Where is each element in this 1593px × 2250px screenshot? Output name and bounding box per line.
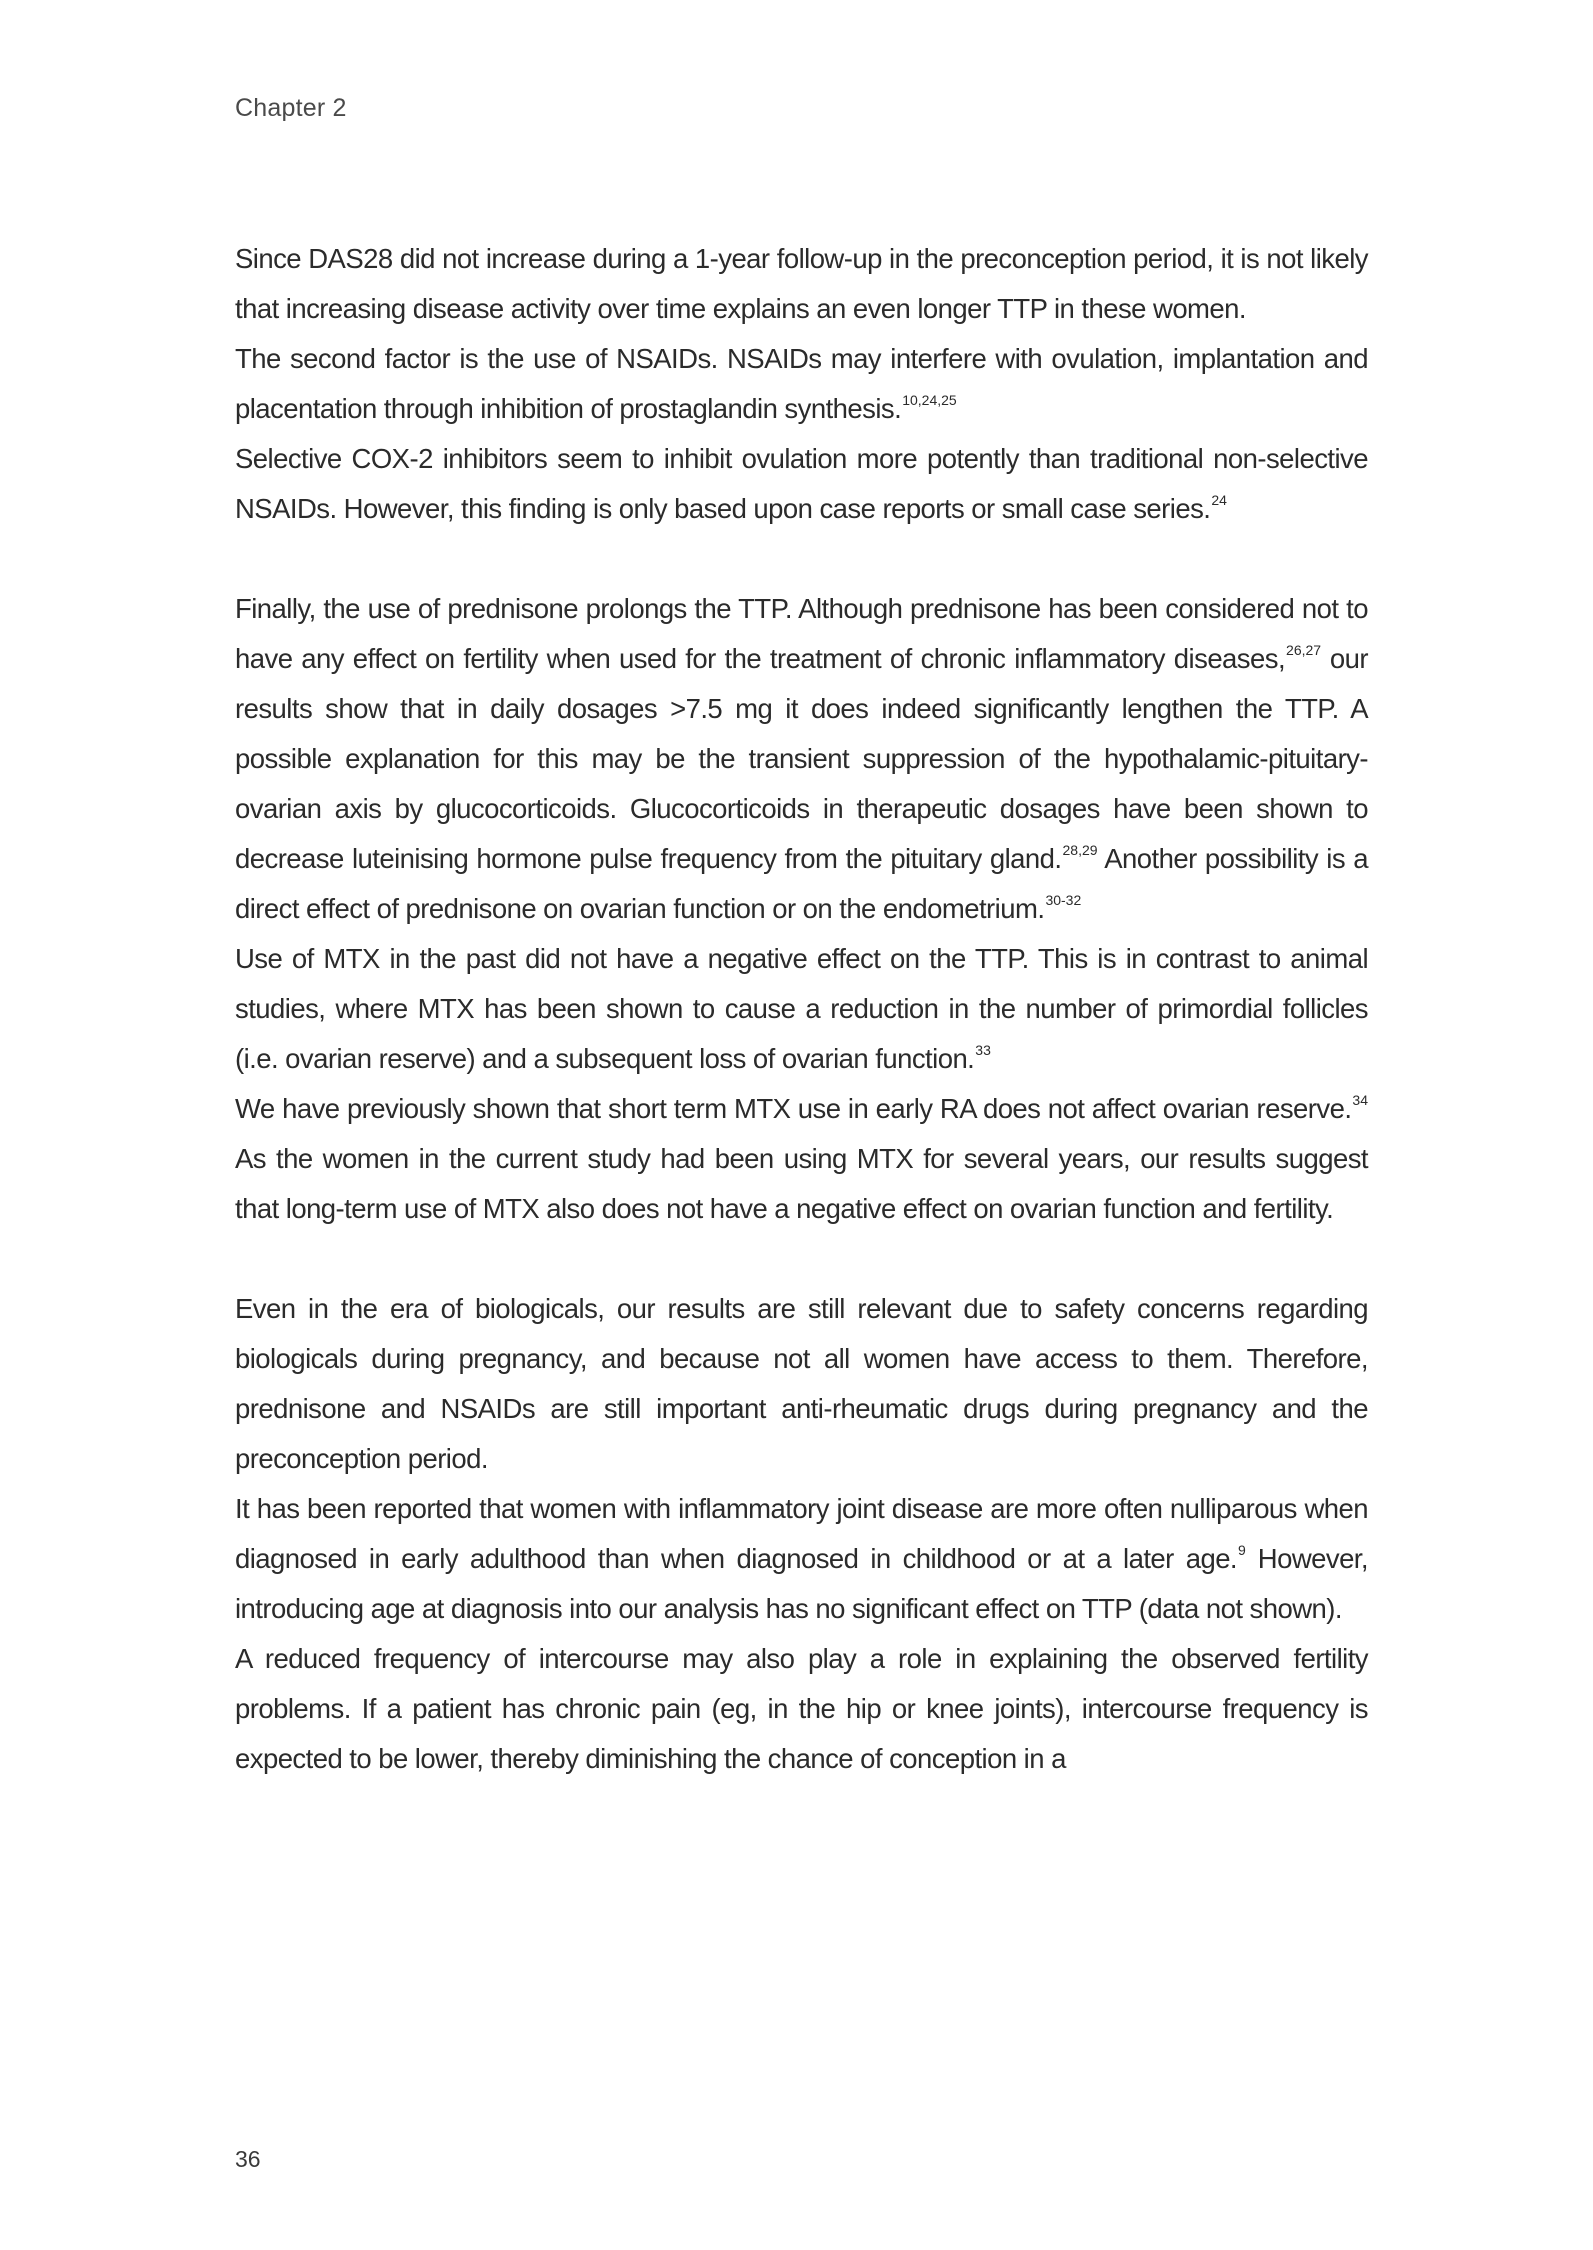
text-segment: However, introducing age at diagnosis into our analysis has no significant effect on TTP (data not shown). <box>235 1543 1368 1624</box>
paragraph-biologicals <box>235 1284 1368 1484</box>
paragraph-intercourse <box>235 1634 1368 1784</box>
citation: 30-32 <box>1045 892 1082 908</box>
paragraph-nsaids <box>235 334 1368 534</box>
paragraph-spacer <box>235 1234 1368 1284</box>
paragraph-prednisone <box>235 584 1368 934</box>
text-segment: our results show that in daily dosages >7.5 mg it does indeed significantly lengthen the TTP. A possible explanation for this may be the transient suppression of the hypothalamic-pituitary-ovarian axis by glucocorticoids. Glucocorticoids in therapeutic dosages have been shown to decrease luteinising hormone pulse frequency from the pituitary gland. <box>235 643 1369 874</box>
text-segment: Since DAS28 did not increase during a 1-year follow-up in the preconception period, it is not likely that increasing disease activity over time explains an even longer TTP in these women. <box>235 243 1368 324</box>
paragraph-mtx <box>235 934 1368 1234</box>
text-segment: As the women in the current study had been using MTX for several years, our results suggest that long-term use of MTX also does not have a negative effect on ovarian function and fertility. <box>235 1143 1368 1224</box>
text-segment: A reduced frequency of intercourse may also play a role in explaining the observed fertility problems. If a patient has chronic pain (eg, in the hip or knee joints), intercourse frequency is expected to be lower, thereby diminishing the chance of conception in a <box>235 1643 1368 1774</box>
text-segment: It has been reported that women with inflammatory joint disease are more often nulliparous when diagnosed in early adulthood than when diagnosed in childhood or at a later age. <box>235 1493 1368 1574</box>
text-segment: Finally, the use of prednisone prolongs the TTP. Although prednisone has been considered not to have any effect on fertility when used for the treatment of chronic inflammatory diseases, <box>235 593 1368 674</box>
text-segment: The second factor is the use of NSAIDs. NSAIDs may interfere with ovulation, implantation and placentation through inhibition of prostaglandin synthesis. <box>235 343 1368 424</box>
citation: 28,29 <box>1062 842 1098 858</box>
citation: 34 <box>1352 1092 1368 1108</box>
text-segment: We have previously shown that short term MTX use in early RA does not affect ovarian reserve. <box>235 1093 1352 1124</box>
body-text <box>235 234 1368 1784</box>
text-segment: Selective COX-2 inhibitors seem to inhibit ovulation more potently than traditional non-selective NSAIDs. However, this finding is only based upon case reports or small case series. <box>235 443 1368 524</box>
text-segment: Another possibility is a direct effect of prednisone on ovarian function or on the endometrium. <box>235 843 1368 924</box>
paragraph-das28 <box>235 234 1368 334</box>
running-head: Chapter 2 <box>235 94 347 122</box>
paragraph-age-at-diagnosis <box>235 1484 1368 1634</box>
text-segment: Use of MTX in the past did not have a negative effect on the TTP. This is in contrast to animal studies, where MTX has been shown to cause a reduction in the number of primordial follicles (i.e. ovarian reserve) and a subsequent loss of ovarian function. <box>235 943 1368 1074</box>
citation: 9 <box>1238 1542 1246 1558</box>
paragraph-spacer <box>235 534 1368 584</box>
citation: 26,27 <box>1286 642 1322 658</box>
page-number: 36 <box>235 2146 261 2172</box>
citation: 33 <box>975 1042 991 1058</box>
citation: 24 <box>1211 492 1227 508</box>
text-segment: Even in the era of biologicals, our results are still relevant due to safety concerns regarding biologicals during pregnancy, and because not all women have access to them. Therefore, prednisone and NSAIDs are still important anti-rheumatic drugs during pregnancy and the preconception period. <box>235 1293 1368 1474</box>
citation: 10,24,25 <box>902 392 957 408</box>
